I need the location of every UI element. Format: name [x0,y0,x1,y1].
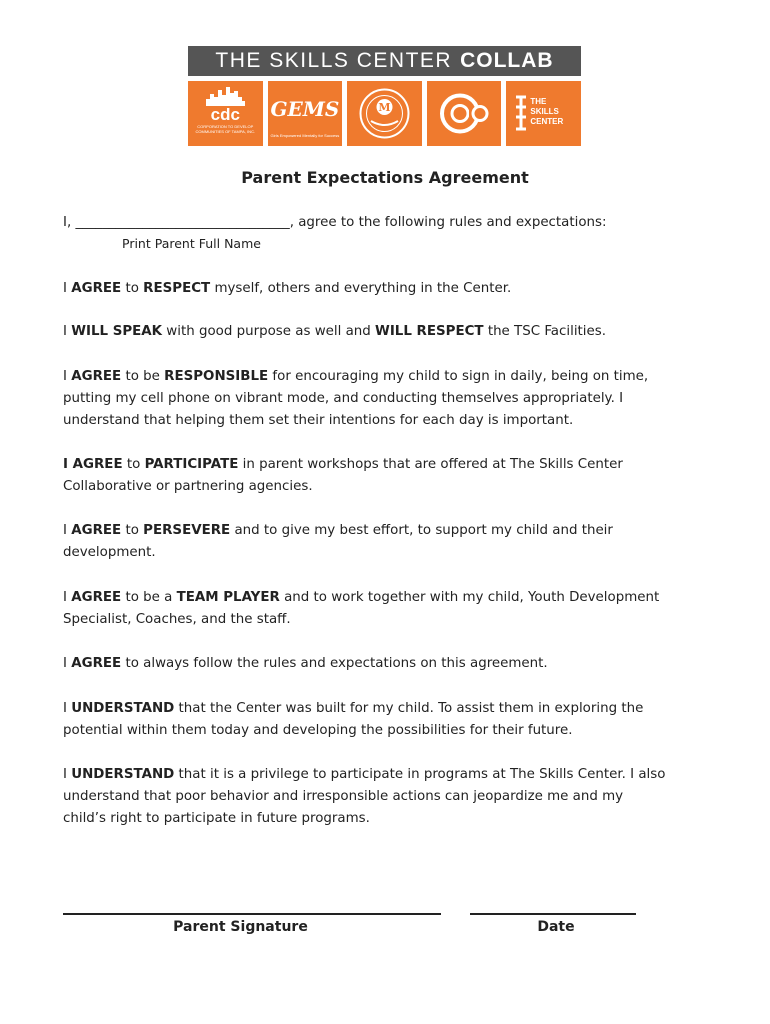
body-text: I [63,369,72,384]
body-text: potential within them today and developing the possibilities for their future. [63,723,573,738]
agreement-line [63,278,723,300]
body-text: the TSC Facilities. [483,324,606,339]
agreement-line [63,520,723,542]
emphasis-text: AGREE [71,590,122,605]
cdc-logo [188,81,263,146]
agreement-line [63,698,723,720]
body-text: I [63,656,72,671]
agreement-line [63,609,723,631]
gems-tagline: Girls Empowered Mentally for Success [270,133,340,138]
partner-logos [188,81,581,146]
body-text: for encouraging my child to sign in daily, being on time, [268,369,649,384]
emphasis-text: WILL RESPECT [375,324,484,339]
agreement-line [63,454,723,476]
page-title: Parent Expectations Agreement [241,168,529,187]
agreement-line [63,764,723,786]
header-logo-block [188,46,581,146]
date-line[interactable] [470,913,636,915]
emphasis-text: I AGREE [63,457,123,472]
agreement-line [63,653,723,675]
m-seal-logo [347,81,422,146]
body-text: putting my cell phone on vibrant mode, and conducting themselves appropriately. I [63,391,624,406]
body-text: understand that poor behavior and irresponsible actions can jeopardize me and my [63,789,624,804]
agreement-line [63,410,723,432]
body-text: to [122,457,145,472]
collab-banner [188,46,581,76]
body-text: I [63,701,72,716]
body-text: that the Center was built for my child. To assist them in exploring the [174,701,644,716]
emphasis-text: AGREE [71,369,122,384]
date-label: Date [537,919,575,935]
body-text: to always follow the rules and expectations on this agreement. [121,656,548,671]
body-text: child’s right to participate in future programs. [63,811,370,826]
print-name-label: Print Parent Full Name [122,236,261,251]
svg-text:M: M [378,101,391,114]
agreement-line [63,321,723,343]
body-text: I [63,590,72,605]
emphasis-text: RESPONSIBLE [164,369,269,384]
body-text: in parent workshops that are offered at The Skills Center [238,457,623,472]
cdc-tagline: CORPORATION TO DEVELOP COMMUNITIES OF TAMPA, INC. [195,124,256,134]
swirl-icon [427,81,502,146]
tsc-wordmark: THE SKILLS CENTER [530,97,564,126]
gems-wordmark: GEMS [270,96,340,121]
agreement-line [63,720,723,742]
agreement-line [63,808,723,830]
agreement-line [63,388,723,410]
body-text: to [121,281,144,296]
tsc-logo [506,81,581,146]
body-text: I [63,523,72,538]
body-text: Specialist, Coaches, and the staff. [63,612,291,627]
parent-signature-line[interactable] [63,913,441,915]
emphasis-text: AGREE [71,281,122,296]
emphasis-text: UNDERSTAND [71,701,175,716]
body-text: understand that helping them set their intentions for each day is important. [63,413,574,428]
emphasis-text: WILL SPEAK [71,324,163,339]
body-text: and to work together with my child, Youth Development [279,590,660,605]
emphasis-text: AGREE [71,656,122,671]
c-swirl-logo [427,81,502,146]
body-text: to [121,523,144,538]
banner-prefix: THE SKILLS CENTER [215,49,453,72]
emphasis-text: AGREE [71,523,122,538]
body-text: myself, others and everything in the Center. [210,281,512,296]
seal-icon [347,81,422,146]
body-text: that it is a privilege to participate in programs at The Skills Center. I also [174,767,666,782]
emphasis-text: PARTICIPATE [144,457,239,472]
cdc-wordmark: cdc [210,105,240,124]
banner-bold: COLLAB [460,49,554,72]
body-text: I [63,281,72,296]
body-text: to be [121,369,165,384]
agreement-line [63,542,723,564]
agreement-line [63,366,723,388]
gems-logo [268,81,343,146]
agreement-line [63,587,723,609]
body-text: with good purpose as well and [162,324,376,339]
body-text: to be a [121,590,177,605]
emphasis-text: RESPECT [143,281,211,296]
body-text: I [63,767,72,782]
body-text: I [63,324,72,339]
intro-line: I, ________________________________, agree to the following rules and expectations: [63,215,607,230]
emphasis-text: UNDERSTAND [71,767,175,782]
emphasis-text: PERSEVERE [143,523,231,538]
body-text: development. [63,545,156,560]
parent-signature-label: Parent Signature [173,919,308,935]
agreement-line [63,476,723,498]
agreement-line [63,786,723,808]
body-text: Collaborative or partnering agencies. [63,479,313,494]
emphasis-text: TEAM PLAYER [176,590,280,605]
body-text: and to give my best effort, to support my child and their [230,523,613,538]
